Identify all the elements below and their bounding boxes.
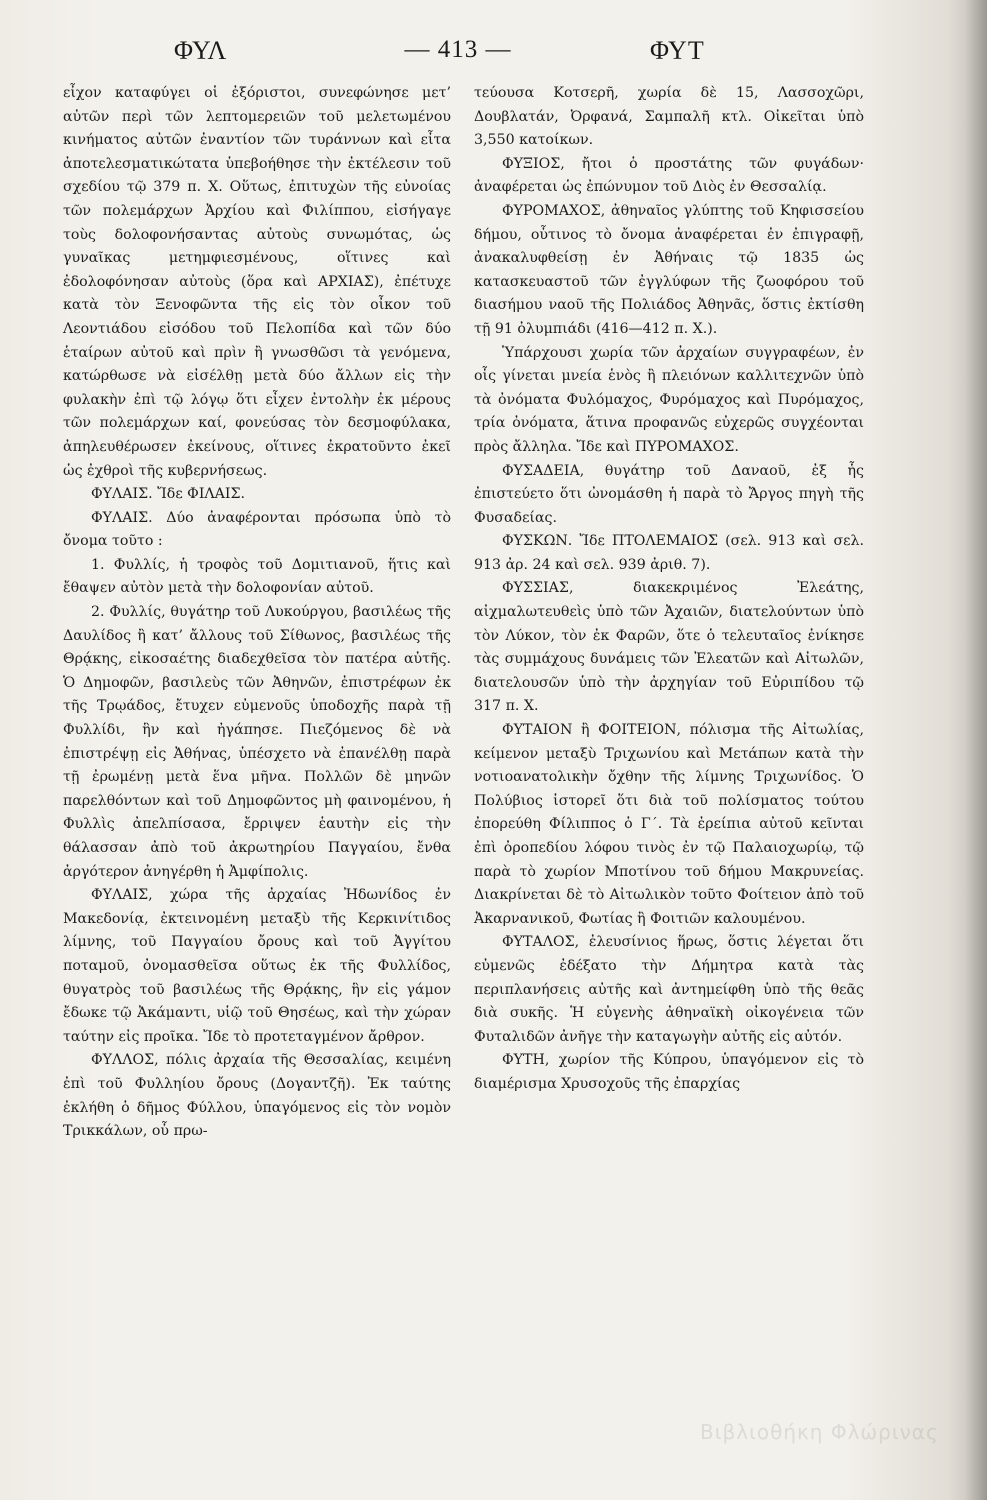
paragraph: ΦΥΛΑΙΣ. Ἴδε ΦΙΛΑΙΣ. [91, 486, 246, 503]
left-column [63, 82, 451, 1144]
paragraph: 2. Φυλλίς, θυγάτηρ τοῦ Λυκούργου, βασιλέως τῆς Δαυλίδος ἢ κατ’ ἄλλους τοῦ Σίθωνος, βασιλέως τῆς Θρᾴκης, εἰκοσαέτης διαδεχθεῖσα τὸν πατέρα αὐτῆς. Ὁ Δημοφῶν, βασιλεὺς τῶν Ἀθηνῶν, ἐπιστρέφων ἐκ τῆς Τρῳάδος, ἔτυχεν εὐμενοῦς ὑποδοχῆς παρὰ τῇ Φυλλίδι, ἣν καὶ ἠγάπησε. Πιεζόμενος δὲ νὰ ἐπιστρέψῃ εἰς Ἀθήνας, ὑπέσχετο νὰ ἐπανέλθῃ παρὰ τῇ ἐρωμένῃ μετὰ ἕνα μῆνα. Πολλῶν δὲ μηνῶν παρελθόντων καὶ τοῦ Δημοφῶντος μὴ φαινομένου, ἡ Φυλλὶς ἀπελπίσασα, ἔρριψεν ἑαυτὴν εἰς τὴν θάλασσαν ἀπὸ τοῦ ἀκρωτηρίου Παγγαίου, ἔνθα ἀργότερον ἀνηγέρθη ἡ Ἀμφίπολις. [63, 604, 451, 880]
header-left-guideword: ΦΥΛ [174, 36, 228, 65]
header-right-guideword: ΦΥΤ [650, 36, 705, 65]
paragraph: ΦΥΞΙΟΣ, ἤτοι ὁ προστάτης τῶν φυγάδων· ἀναφέρεται ὡς ἐπώνυμον τοῦ Διὸς ἐν Θεσσαλίᾳ. [474, 155, 864, 196]
paragraph: ΦΥΛΑΙΣ. Δύο ἀναφέρονται πρόσωπα ὑπὸ τὸ ὄνομα τοῦτο : [63, 509, 451, 550]
paragraph: τεύουσα Κοτσερῆ, χωρία δὲ 15, Λασσοχῶρι, Δουβλατάν, Ὀρφανά, Σαμπαλῆ κτλ. Οἰκεῖται ὑπὸ 3,550 κατοίκων. [474, 85, 864, 149]
paragraph: ΦΥΡΟΜΑΧΟΣ, ἀθηναῖος γλύπτης τοῦ Κηφισσείου δήμου, οὗτινος τὸ ὄνομα ἀναφέρεται ἐν ἐπιγραφῇ, ἀνακαλυφθείσῃ ἐν Ἀθήναις τῷ 1835 ὡς κατασκευαστοῦ τῶν ἐγγλύφων τῆς ζωοφόρου τοῦ διασήμου ναοῦ τῆς Πολιάδος Ἀθηνᾶς, ὅστις ἐκτίσθη τῇ 91 ὀλυμπιάδι (416—412 π. Χ.). [474, 202, 864, 337]
page-number: — 413 — [404, 36, 512, 63]
right-column [474, 82, 864, 1097]
paragraph: ΦΥΤΑΛΟΣ, ἐλευσίνιος ἥρως, ὅστις λέγεται ὅτι εὐμενῶς ἐδέξατο τὴν Δήμητρα κατὰ τὰς περιπλανήσεις αὐτῆς καὶ ἀντημείφθη ὑπὸ τῆς θεᾶς διὰ συκῆς. Ἡ εὐγενὴς ἀθηναϊκὴ οἰκογένεια τῶν Φυταλιδῶν ἀνῆγε τὴν καταγωγὴν αὐτῆς εἰς αὐτόν. [474, 934, 864, 1045]
paragraph: ΦΥΤΑΙΟΝ ἢ ΦΟΙΤΕΙΟΝ, πόλισμα τῆς Αἰτωλίας, κείμενον μεταξὺ Τριχωνίου καὶ Μετάπων κατὰ τὴν νοτιοανατολικὴν ὄχθην τῆς λίμνης Τριχωνίδος. Ὁ Πολύβιος ἱστορεῖ ὅτι διὰ τοῦ πολίσματος τούτου ἐπορεύθη Φίλιππος ὁ Γ΄. Τὰ ἐρείπια αὐτοῦ κεῖνται ἐπὶ ὀροπεδίου λόφου τινὸς ἐν τῷ Παλαιοχωρίῳ, τῷ παρὰ τὸ χωρίον Μποτίνου τοῦ δήμου Μακρυνείας. Διακρίνεται δὲ τὸ Αἰτωλικὸν τοῦτο Φοίτειον ἀπὸ τοῦ Ἀκαρνανικοῦ, Φωτίας ἢ Φοιτιῶν καλουμένου. [474, 722, 864, 927]
paragraph: εἶχον καταφύγει οἱ ἐξόριστοι, συνεφώνησε μετ’ αὐτῶν περὶ τῶν λεπτομερειῶν τοῦ μελετωμένου κινήματος αὐτῶν ἐναντίον τῶν τυράννων καὶ εἶτα ἀποτελεσματικώτατα ὑπεβοήθησε τὴν ἐκτέλεσιν τοῦ σχεδίου τῷ 379 π. Χ. Οὕτως, ἐπιτυχὼν τῆς εὐνοίας τῶν πολεμάρχων Ἀρχίου καὶ Φιλίππου, εἰσήγαγε τοὺς δολοφονήσαντας αὐτοὺς συνωμότας, ὡς γυναῖκας μετημφιεσμένους, οἵτινες καὶ ἐδολοφόνησαν αὐτοὺς (ὅρα καὶ ΑΡΧΙΑΣ), ἐπέτυχε κατὰ τὸν Ξενοφῶντα τῆς εἰς τὸν οἶκον τοῦ Λεοντιάδου εἰσόδου τοῦ Πελοπίδα καὶ τῶν δύο ἑταίρων αὐτοῦ καὶ πρὶν ἢ γνωσθῶσι τὰ γενόμενα, κατώρθωσε νὰ εἰσέλθῃ μετὰ δύο ἄλλων εἰς τὴν φυλακὴν ἐπὶ τῷ λόγῳ ὅτι εἶχεν ἐντολὴν ἐκ μέρους τῶν πολεμάρχων καί, φονεύσας τὸν δεσμοφύλακα, ἀπηλευθέρωσεν ἐκείνους, οἵτινες ἐκρατοῦντο ἐκεῖ ὡς ἐχθροὶ τῆς κυβερνήσεως. [63, 85, 451, 479]
paragraph: Ὑπάρχουσι χωρία τῶν ἀρχαίων συγγραφέων, ἐν οἷς γίνεται μνεία ἑνὸς ἢ πλειόνων καλλιτεχνῶν ὑπὸ τὰ ὀνόματα Φυλόμαχος, Φυρόμαχος καὶ Πυρόμαχος, τρία ὀνόματα, ἅτινα προφανῶς εὐχερῶς συγχέονται πρὸς ἄλληλα. Ἴδε καὶ ΠΥΡΟΜΑΧΟΣ. [474, 344, 864, 455]
paragraph: ΦΥΣΑΔΕΙΑ, θυγάτηρ τοῦ Δαναοῦ, ἐξ ἧς ἐπιστεύετο ὅτι ὠνομάσθη ἡ παρὰ τὸ Ἄργος πηγὴ τῆς Φυσαδείας. [474, 462, 864, 526]
running-header [0, 30, 987, 80]
paragraph: ΦΥΣΚΩΝ. Ἴδε ΠΤΟΛΕΜΑΙΟΣ (σελ. 913 καὶ σελ. 913 ἀρ. 24 καὶ σελ. 939 ἀριθ. 7). [474, 533, 864, 573]
paragraph: ΦΥΣΣΙΑΣ, διακεκριμένος Ἐλεάτης, αἰχμαλωτευθεὶς ὑπὸ τῶν Ἀχαιῶν, διατελούντων ὑπὸ τὸν Λύκον, τὸν ἐκ Φαρῶν, ὅτε ὁ τελευταῖος ἐνίκησε τὰς συμμάχους δυνάμεις τῶν Ἐλεατῶν καὶ Αἰτωλῶν, διατελουσῶν ὑπὸ τὴν ἀρχηγίαν τοῦ Εὐριπίδου τῷ 317 π. Χ. [474, 580, 864, 715]
paragraph: ΦΥΛΑΙΣ, χώρα τῆς ἀρχαίας Ἠδωνίδος ἐν Μακεδονίᾳ, ἐκτεινομένη μεταξὺ τῆς Κερκινίτιδος λίμνης, τοῦ Παγγαίου ὄρους καὶ τοῦ Ἀγγίτου ποταμοῦ, ὀνομασθεῖσα οὕτως ἐκ τῆς Φυλλίδος, θυγατρὸς τοῦ βασιλέως τῆς Θρᾴκης, ἣν εἰς γάμον ἔδωκε τῷ Ἀκάμαντι, υἱῷ τοῦ Θησέως, καὶ τὴν χώραν ταύτην εἰς προῖκα. Ἴδε τὸ προτεταγμένον ἄρθρον. [63, 887, 451, 1045]
paragraph: 1. Φυλλίς, ἡ τροφὸς τοῦ Δομιτιανοῦ, ἥτις καὶ ἔθαψεν αὐτὸν μετὰ τὴν δολοφονίαν αὐτοῦ. [63, 556, 451, 597]
paragraph: ΦΥΛΛΟΣ, πόλις ἀρχαία τῆς Θεσσαλίας, κειμένη ἐπὶ τοῦ Φυλληίου ὄρους (Δογαντζῆ). Ἐκ ταύτης ἐκλήθη ὁ δῆμος Φύλλου, ὑπαγόμενος εἰς τὸν νομὸν Τρικκάλων, οὗ πρω- [63, 1052, 451, 1140]
paragraph: ΦΥΤΗ, χωρίον τῆς Κύπρου, ὑπαγόμενον εἰς τὸ διαμέρισμα Χρυσοχοῦς τῆς ἐπαρχίας [474, 1052, 864, 1092]
library-watermark: Βιβλιοθήκη Φλώρινας [700, 1420, 939, 1444]
page-edge-shadow [965, 0, 987, 1500]
